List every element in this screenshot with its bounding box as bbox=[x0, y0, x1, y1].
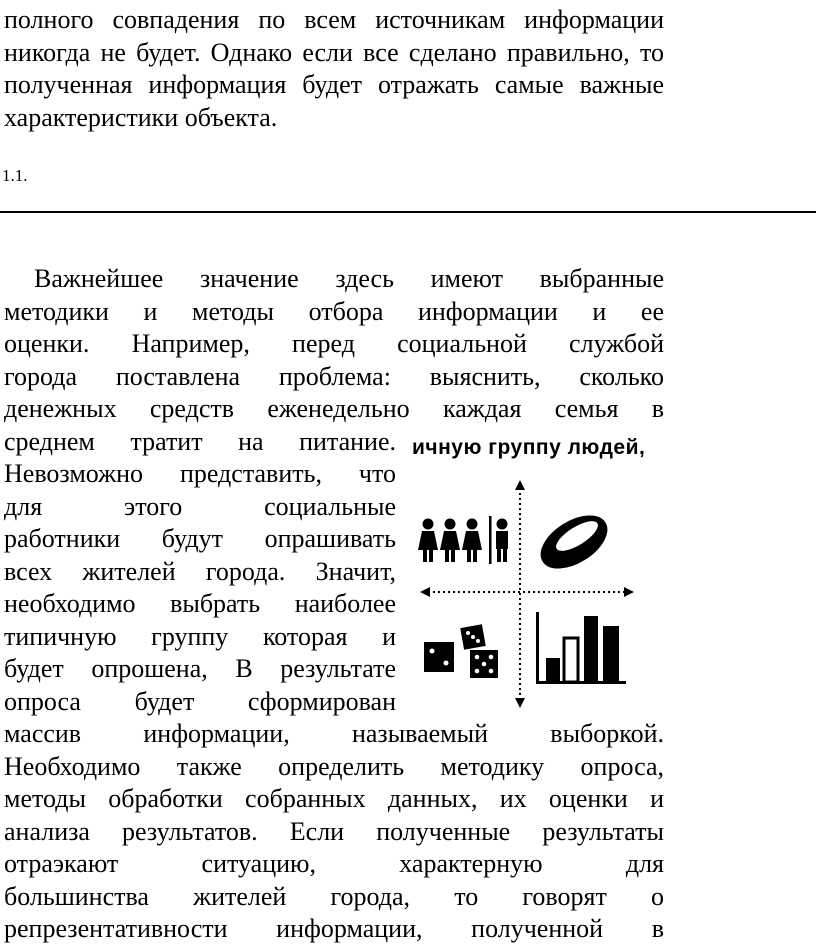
narrow-line: работники будут опрашивать bbox=[4, 524, 396, 553]
bottom-paragraph-lines bbox=[4, 718, 664, 946]
main-paragraph-lines bbox=[4, 296, 664, 426]
dice-icon bbox=[424, 624, 498, 678]
top-paragraph: полного совпадения по всем источникам информации никогда не будет. Однако если все сделано правильно, то полученная информация будет отражать самые важные характеристики объекта. bbox=[4, 5, 664, 132]
bottom-line: репрезентативности информации, полученной в bbox=[4, 914, 664, 943]
narrow-line: типичную группу которая и bbox=[4, 621, 396, 651]
narrow-column-text bbox=[4, 426, 396, 719]
narrow-line: Невозможно представить, что bbox=[4, 459, 396, 488]
main-line: методики и методы отбора информации и ее bbox=[4, 296, 664, 326]
section-label: 1.1. bbox=[2, 166, 28, 185]
sampling-illustration bbox=[398, 430, 816, 730]
narrow-line: всех жителей города. Значит, bbox=[4, 556, 396, 586]
narrow-line: будет опрошена, В результате bbox=[4, 654, 396, 683]
bottom-line: отраэкают ситуацию, характерную для bbox=[4, 849, 664, 878]
main-line: денежных средств еженедельно каждая семья в bbox=[4, 394, 664, 423]
narrow-line: среднем тратит на питание. bbox=[4, 426, 396, 456]
bottom-line: массив информации, называемый выборкой. bbox=[4, 719, 664, 748]
main-line: оценки. Например, перед социальной службой bbox=[4, 329, 664, 358]
narrow-line: необходимо выбрать наиболее bbox=[4, 589, 396, 618]
narrow-line: для этого социальные bbox=[4, 491, 396, 521]
bottom-line: анализа результатов. Если полученные результаты bbox=[4, 816, 664, 846]
bar-chart-icon bbox=[536, 612, 626, 684]
main-paragraph-first-line: Важнейшее значение здесь имеют выбранные bbox=[34, 264, 664, 293]
axis-arrowheads bbox=[420, 480, 634, 708]
main-line: города поставлена проблема: выяснить, сколько bbox=[4, 361, 664, 391]
bottom-line: методы обработки собранных данных, их оценки и bbox=[4, 784, 664, 813]
horizontal-divider bbox=[0, 211, 816, 213]
bottom-line: большинства жителей города, то говорят о bbox=[4, 881, 664, 911]
people-group-icon bbox=[418, 516, 508, 564]
figure-caption: ичную группу людей, bbox=[412, 436, 646, 459]
ring-icon bbox=[533, 506, 615, 578]
narrow-line: опроса будет сформирован bbox=[4, 686, 396, 716]
quadrant-diagram bbox=[398, 430, 816, 730]
bottom-line: Необходимо также определить методику опроса, bbox=[4, 751, 664, 781]
